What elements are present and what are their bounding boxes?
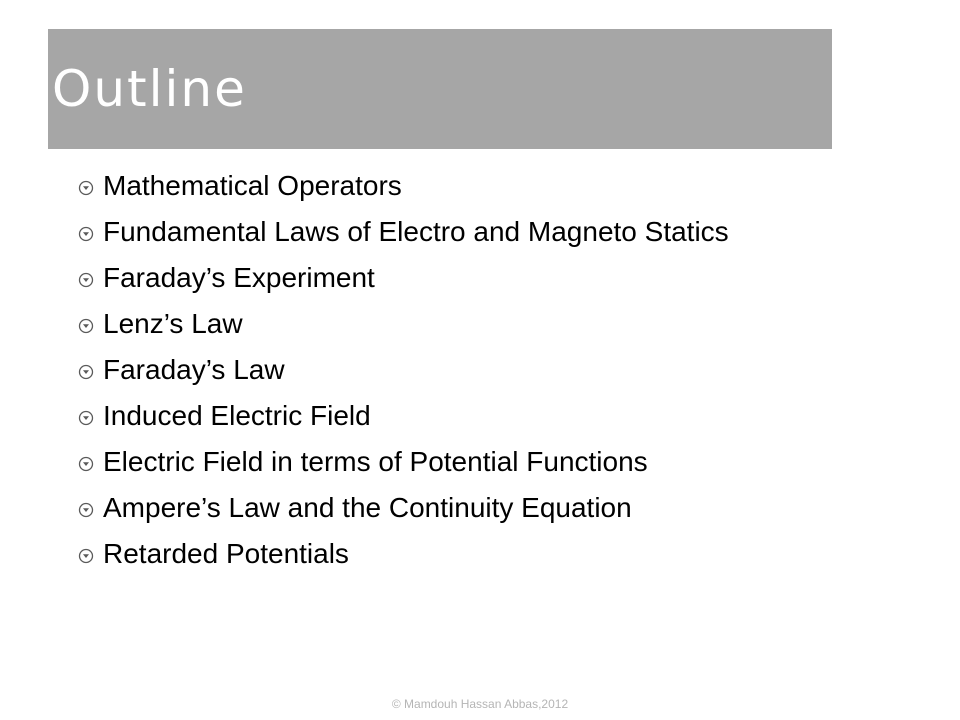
outline-item [78,262,818,294]
outline-item-label: Retarded Potentials [103,538,349,569]
circled-down-arrow-icon [78,272,94,288]
outline-item [78,446,818,478]
slide-title: Outline [52,60,247,118]
outline-item-label: Fundamental Laws of Electro and Magneto Statics [103,216,729,247]
outline-item-label: Lenz’s Law [103,308,243,339]
outline-item-label: Faraday’s Experiment [103,262,375,293]
outline-item [78,538,818,570]
outline-item [78,170,818,202]
circled-down-arrow-icon [78,548,94,564]
outline-list [78,170,818,584]
outline-item-label: Ampere’s Law and the Continuity Equation [103,492,632,523]
circled-down-arrow-icon [78,456,94,472]
outline-item-label: Induced Electric Field [103,400,371,431]
outline-item [78,308,818,340]
outline-item [78,354,818,386]
circled-down-arrow-icon [78,502,94,518]
outline-item-label: Faraday’s Law [103,354,285,385]
circled-down-arrow-icon [78,410,94,426]
outline-item-label: Electric Field in terms of Potential Functions [103,446,648,477]
copyright-footer: © Mamdouh Hassan Abbas,2012 [391,697,569,711]
circled-down-arrow-icon [78,364,94,380]
circled-down-arrow-icon [78,318,94,334]
title-bar [48,29,832,149]
circled-down-arrow-icon [78,180,94,196]
outline-item-label: Mathematical Operators [103,170,402,201]
circled-down-arrow-icon [78,226,94,242]
outline-item [78,400,818,432]
outline-item [78,492,818,524]
outline-item [78,216,818,248]
